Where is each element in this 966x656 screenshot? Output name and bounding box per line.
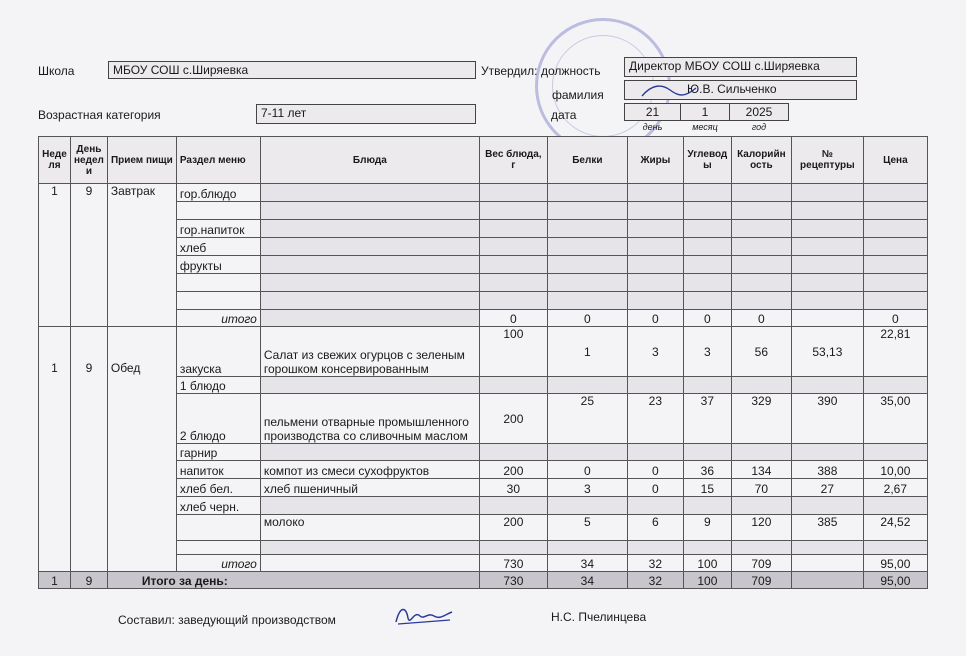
section-cell xyxy=(176,202,260,220)
day-total-week: 1 xyxy=(39,572,71,589)
section-cell xyxy=(176,274,260,292)
protein-cell: 25 xyxy=(547,394,627,444)
dish-cell: компот из смеси сухофруктов xyxy=(260,461,479,479)
position-field: Директор МБОУ СОШ с.Ширяевка xyxy=(624,57,857,77)
surname-field: Ю.В. Сильченко xyxy=(624,80,857,100)
lunch-total-calories: 709 xyxy=(731,555,791,572)
calories-cell: 56 xyxy=(731,327,791,377)
col-week: Неде ля xyxy=(39,137,71,184)
section-cell: напиток xyxy=(176,461,260,479)
menu-table xyxy=(38,136,928,589)
section-cell: гарнир xyxy=(176,444,260,461)
section-cell: гор.напиток xyxy=(176,220,260,238)
weight-cell: 200 xyxy=(479,461,547,479)
day-total-carbs: 100 xyxy=(683,572,731,589)
col-recipe: № рецептуры xyxy=(791,137,863,184)
table-row xyxy=(39,184,928,202)
day-total-day: 9 xyxy=(71,572,108,589)
lunch-total-weight: 730 xyxy=(479,555,547,572)
protein-cell: 5 xyxy=(547,515,627,541)
calories-cell: 120 xyxy=(731,515,791,541)
composed-label: Составил: заведующий производством xyxy=(118,613,336,627)
table-row xyxy=(39,327,928,377)
lunch-total-price: 95,00 xyxy=(863,555,927,572)
recipe-cell: 27 xyxy=(791,479,863,497)
price-cell: 22,81 xyxy=(863,327,927,377)
dish-cell: пельмени отварные промышленного производства со сливочным маслом xyxy=(260,394,479,444)
approved-label: Утвердил: xyxy=(481,64,538,78)
protein-cell: 0 xyxy=(547,461,627,479)
section-cell: хлеб бел. xyxy=(176,479,260,497)
dish-cell: молоко xyxy=(260,515,479,541)
weight-cell: 100 xyxy=(479,327,547,377)
col-dish: Блюда xyxy=(260,137,479,184)
calories-cell: 329 xyxy=(731,394,791,444)
section-cell xyxy=(176,292,260,310)
section-cell xyxy=(176,515,260,541)
year-caption: год xyxy=(751,122,767,132)
calories-cell: 134 xyxy=(731,461,791,479)
recipe-cell: 390 xyxy=(791,394,863,444)
breakfast-meal: Завтрак xyxy=(107,184,176,327)
surname-label: фамилия xyxy=(552,88,604,102)
school-field: МБОУ СОШ с.Ширяевка xyxy=(108,61,476,79)
section-cell: фрукты xyxy=(176,256,260,274)
carbs-cell: 3 xyxy=(683,327,731,377)
col-protein: Белки xyxy=(547,137,627,184)
composer-name: Н.С. Пчелинцева xyxy=(551,610,647,624)
month-caption: месяц xyxy=(692,122,718,132)
fat-cell: 3 xyxy=(627,327,683,377)
price-cell: 35,00 xyxy=(863,394,927,444)
day-total-calories: 709 xyxy=(731,572,791,589)
col-meal: Прием пищи xyxy=(107,137,176,184)
date-label: дата xyxy=(551,108,577,122)
dish-cell: Салат из свежих огурцов с зеленым горошком консервированным xyxy=(260,327,479,377)
day-total-fat: 32 xyxy=(627,572,683,589)
breakfast-total-price: 0 xyxy=(863,310,927,327)
breakfast-total-calories: 0 xyxy=(731,310,791,327)
lunch-total-label: итого xyxy=(176,555,260,572)
table-header-row xyxy=(39,137,928,184)
price-cell: 2,67 xyxy=(863,479,927,497)
fat-cell: 6 xyxy=(627,515,683,541)
lunch-day: 9 xyxy=(71,327,108,572)
breakfast-total-label: итого xyxy=(176,310,260,327)
carbs-cell: 37 xyxy=(683,394,731,444)
fat-cell: 0 xyxy=(627,461,683,479)
col-section: Раздел меню xyxy=(176,137,260,184)
day-total-row xyxy=(39,572,928,589)
carbs-cell: 36 xyxy=(683,461,731,479)
col-day: День недел и xyxy=(71,137,108,184)
age-field: 7-11 лет xyxy=(256,104,476,124)
day-caption: день xyxy=(642,122,663,132)
lunch-total-fat: 32 xyxy=(627,555,683,572)
lunch-meal: Обед xyxy=(107,327,176,572)
breakfast-week: 1 xyxy=(39,184,71,327)
dish-cell: хлеб пшеничный xyxy=(260,479,479,497)
day-total-price: 95,00 xyxy=(863,572,927,589)
lunch-total-carbs: 100 xyxy=(683,555,731,572)
breakfast-total-fat: 0 xyxy=(627,310,683,327)
date-year: 2025 xyxy=(729,103,789,121)
price-cell: 24,52 xyxy=(863,515,927,541)
col-fat: Жиры xyxy=(627,137,683,184)
recipe-cell: 53,13 xyxy=(791,327,863,377)
protein-cell: 3 xyxy=(547,479,627,497)
fat-cell: 23 xyxy=(627,394,683,444)
col-carbs: Углевод ы xyxy=(683,137,731,184)
breakfast-total-weight: 0 xyxy=(479,310,547,327)
weight-cell: 200 xyxy=(479,394,547,444)
lunch-total-protein: 34 xyxy=(547,555,627,572)
col-calories: Калорийн ость xyxy=(731,137,791,184)
breakfast-total-carbs: 0 xyxy=(683,310,731,327)
recipe-cell: 385 xyxy=(791,515,863,541)
weight-cell: 200 xyxy=(479,515,547,541)
col-price: Цена xyxy=(863,137,927,184)
calories-cell: 70 xyxy=(731,479,791,497)
school-label: Школа xyxy=(38,64,75,78)
protein-cell: 1 xyxy=(547,327,627,377)
date-day: 21 xyxy=(624,103,681,121)
breakfast-total-protein: 0 xyxy=(547,310,627,327)
col-weight: Вес блюда, г xyxy=(479,137,547,184)
section-cell: 1 блюдо xyxy=(176,377,260,394)
section-cell xyxy=(176,541,260,555)
breakfast-day: 9 xyxy=(71,184,108,327)
price-cell: 10,00 xyxy=(863,461,927,479)
carbs-cell: 15 xyxy=(683,479,731,497)
composer-signature xyxy=(392,600,456,630)
date-month: 1 xyxy=(680,103,730,121)
day-total-label: Итого за день: xyxy=(107,572,479,589)
day-total-protein: 34 xyxy=(547,572,627,589)
lunch-week: 1 xyxy=(39,327,71,572)
day-total-weight: 730 xyxy=(479,572,547,589)
carbs-cell: 9 xyxy=(683,515,731,541)
recipe-cell: 388 xyxy=(791,461,863,479)
section-cell: хлеб черн. xyxy=(176,497,260,515)
section-cell: гор.блюдо xyxy=(176,184,260,202)
section-cell: хлеб xyxy=(176,238,260,256)
weight-cell: 30 xyxy=(479,479,547,497)
fat-cell: 0 xyxy=(627,479,683,497)
position-label: должность xyxy=(541,64,601,78)
age-label: Возрастная категория xyxy=(38,108,161,122)
director-signature xyxy=(640,80,700,102)
section-cell: закуска xyxy=(176,327,260,377)
section-cell: 2 блюдо xyxy=(176,394,260,444)
